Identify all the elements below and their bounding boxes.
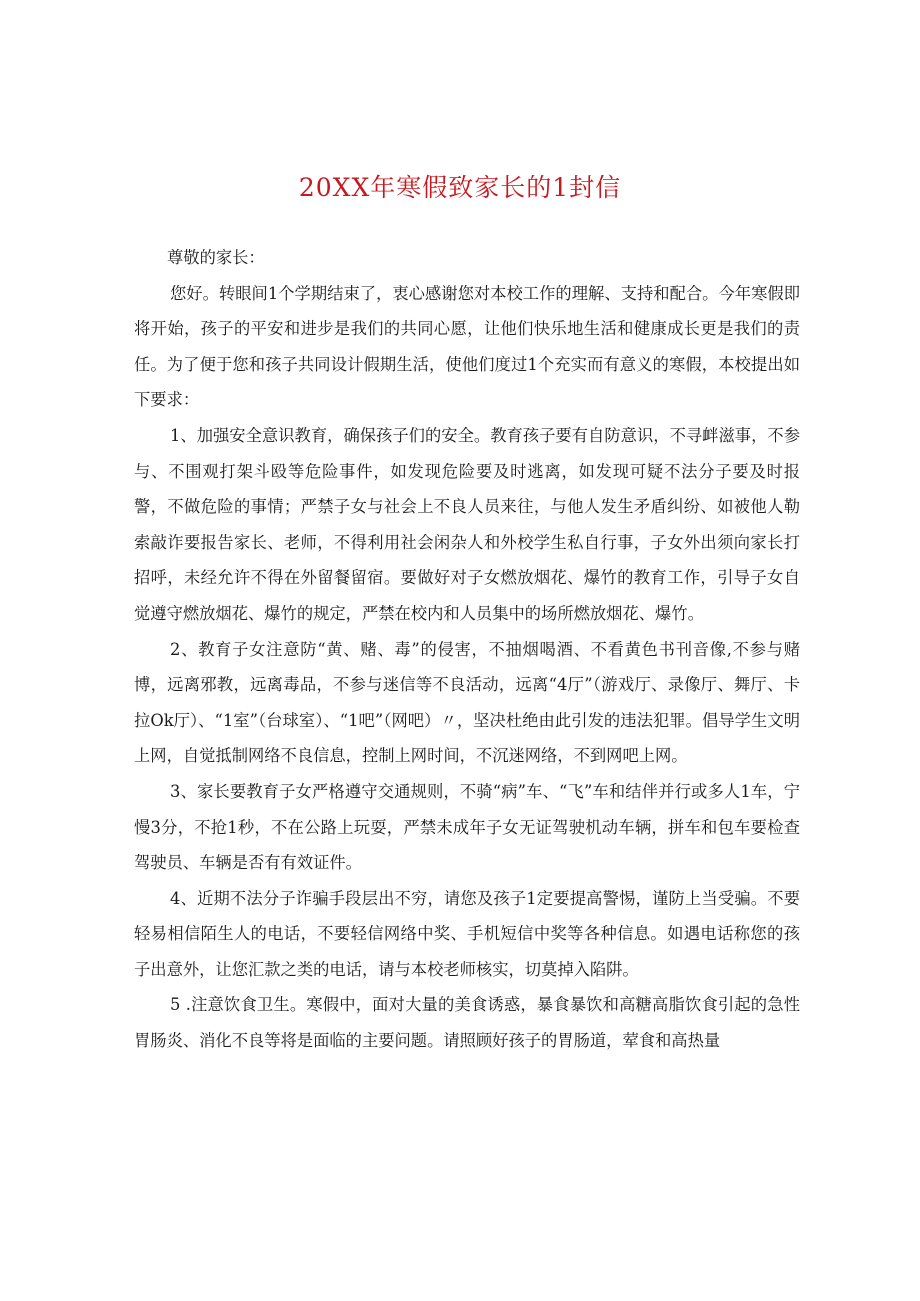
paragraph-item-3: 3、家长要教育子女严格遵守交通规则，不骑“病”车、“飞”车和结伴并行或多人1车，宁慢3分，不抢1秒，不在公路上玩耍，严禁未成年子女无证驾驶机动车辆，拼车和包车要检查驾驶员、车辆是否有有效证件。 [134, 781, 800, 873]
paragraph-item-1: 1、加强安全意识教育，确保孩子们的安全。教育孩子要有自防意识，不寻衅滋事，不参与、不围观打架斗殴等危险事件，如发现危险要及时逃离，如发现可疑不法分子要及时报警，不做危险的事情；严禁子女与社会上不良人员来往，与他人发生矛盾纠纷、如被他人勒索敲诈要报告家长、老师，不得利用社会闲杂人和外校学生私自行事，子女外出须向家长打招呼，未经允许不得在外留餐留宿。要做好对子女燃放烟花、爆竹的教育工作，引导子女自觉遵守燃放烟花、爆竹的规定，严禁在校内和人员集中的场所燃放烟花、爆竹。 [134, 425, 800, 623]
paragraph-item-5: 5 .注意饮食卫生。寒假中，面对大量的美食诱惑，暴食暴饮和高糖高脂饮食引起的急性胃肠炎、消化不良等将是面临的主要问题。请照顾好孩子的胃肠道，荤食和高热量 [134, 995, 800, 1051]
document-title: 20XX年寒假致家长的1封信 [298, 173, 622, 202]
paragraph-intro: 您好。转眼间1个学期结束了，衷心感谢您对本校工作的理解、支持和配合。今年寒假即将开始，孩子的平安和进步是我们的共同心愿，让他们快乐地生活和健康成长更是我们的责任。为了便于您和孩子共同设计假期生活，使他们度过1个充实而有意义的寒假，本校提出如下要求： [134, 283, 800, 410]
salutation: 尊敬的家长： [167, 248, 265, 267]
paragraph-item-4: 4、近期不法分子诈骗手段层出不穷，请您及孩子1定要提高警惕，谨防上当受骗。不要轻易相信陌生人的电话，不要轻信网络中奖、手机短信中奖等各种信息。如遇电话称您的孩子出意外，让您汇款之类的电话，请与本校老师核实，切莫掉入陷阱。 [134, 888, 800, 979]
letter-body [134, 240, 800, 1059]
paragraph-item-2: 2、教育子女注意防“黄、赌、毒”的侵害，不抽烟喝酒、不看黄色书刊音像,不参与赌博，远离邪教，远离毒品，不参与迷信等不良活动，远离“4厅”（游戏厅、录像厅、舞厅、卡拉Ok厅）、“1室”（台球室）、“1吧”（网吧）〃，坚决杜绝由此引发的违法犯罪。倡导学生文明上网，自觉抵制网络不良信息，控制上网时间，不沉迷网络，不到网吧上网。 [134, 639, 800, 766]
